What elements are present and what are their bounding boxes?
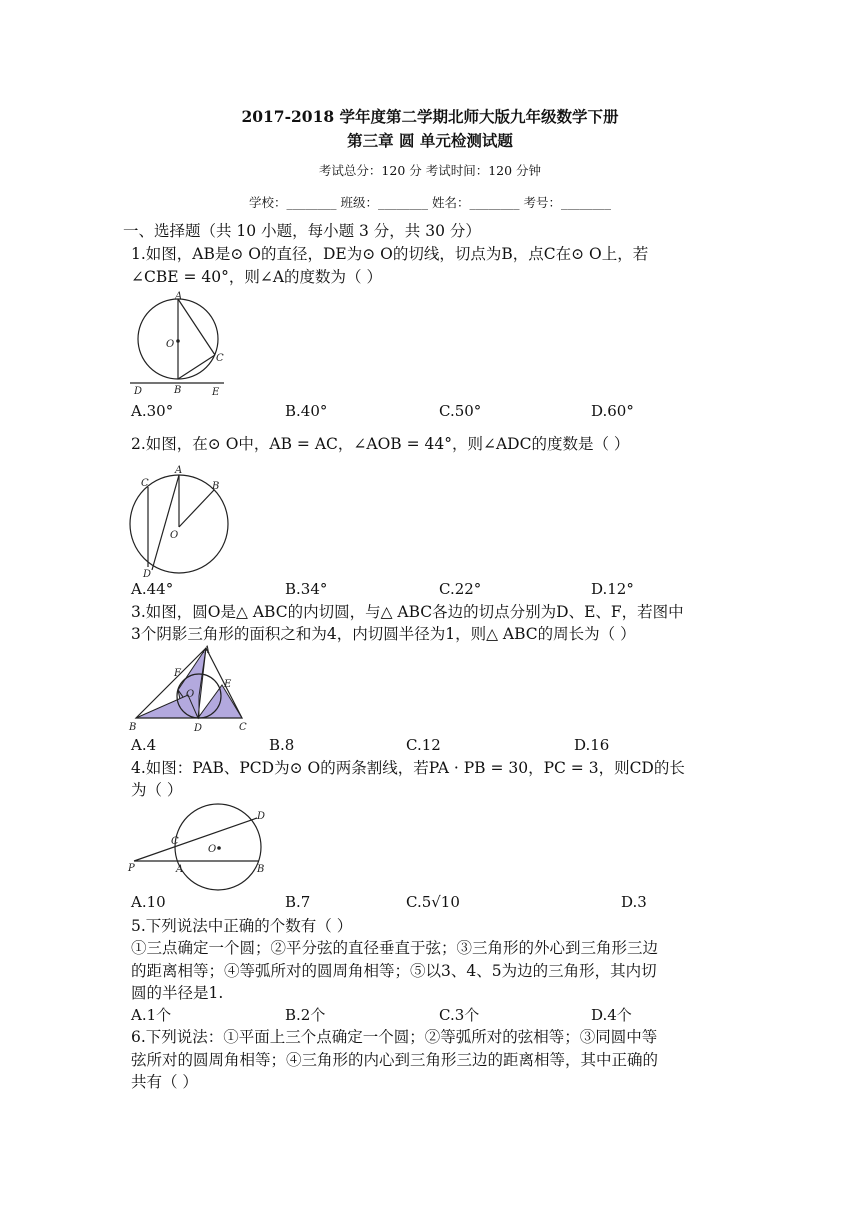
- q3-label-e: E: [224, 679, 232, 690]
- student-fields: 学校：________ 班级：________ 姓名：________ 考号：________: [249, 195, 611, 210]
- q3-label-d: D: [194, 723, 203, 734]
- q1-option-d[interactable]: D.60°: [591, 402, 634, 420]
- exam-info: 考试总分：120 分 考试时间：120 分钟: [318, 163, 542, 178]
- q2-label-d: D: [143, 569, 152, 580]
- q1-label-d: D: [134, 386, 143, 397]
- q1-text-line1: 1.如图，AB是⊙ O的直径，DE为⊙ O的切线，切点为B，点C在⊙ O上，若: [131, 245, 649, 263]
- q1-label-o: O: [166, 339, 175, 350]
- q4-label-p: P: [128, 863, 135, 874]
- q3-text-line2: 3个阴影三角形的面积之和为4，内切圆半径为1，则△ ABC的周长为（ ）: [131, 625, 636, 643]
- q3-figure: [126, 643, 254, 735]
- q3-label-a: A: [203, 645, 211, 656]
- q5-option-a[interactable]: A.1个: [131, 1006, 172, 1024]
- q1-option-b[interactable]: B.40°: [285, 402, 328, 420]
- q4-label-b: B: [257, 864, 265, 875]
- q6-text-line1: 6.下列说法：①平面上三个点确定一个圆；②等弧所对的弦相等；③同圆中等: [131, 1028, 658, 1046]
- q2-option-c[interactable]: C.22°: [439, 580, 482, 598]
- q2-figure: [124, 462, 234, 580]
- q2-label-c: C: [141, 478, 149, 489]
- q3-label-f: F: [174, 668, 181, 679]
- q4-option-b[interactable]: B.7: [285, 893, 311, 911]
- q5-text-line4: 圆的半径是1.: [131, 984, 224, 1002]
- q4-label-a: A: [176, 864, 184, 875]
- q4-label-d: D: [257, 811, 266, 822]
- q1-label-a: A: [175, 291, 183, 302]
- q4-label-c: C: [171, 836, 179, 847]
- q3-option-c[interactable]: C.12: [406, 736, 441, 754]
- q2-text-line1: 2.如图，在⊙ O中，AB = AC，∠AOB = 44°，则∠ADC的度数是（ ）: [131, 435, 630, 453]
- q3-label-c: C: [239, 722, 247, 733]
- q5-option-d[interactable]: D.4个: [591, 1006, 632, 1024]
- q2-option-d[interactable]: D.12°: [591, 580, 634, 598]
- q2-label-b: B: [212, 481, 220, 492]
- q6-text-line3: 共有（ ）: [131, 1073, 198, 1091]
- exam-title: 2017-2018 学年度第二学期北师大版九年级数学下册: [241, 107, 619, 126]
- q4-option-a[interactable]: A.10: [131, 893, 166, 911]
- q3-option-a[interactable]: A.4: [131, 736, 157, 754]
- q4-text-line2: 为（ ）: [131, 781, 183, 799]
- q4-option-c[interactable]: C.5√10: [406, 893, 460, 911]
- q3-text-line1: 3.如图，圆O是△ ABC的内切圆，与△ ABC各边的切点分别为D、E、F，若图中: [131, 603, 684, 621]
- q5-text-line1: 5.下列说法中正确的个数有（ ）: [131, 917, 353, 935]
- q1-figure: [124, 289, 234, 399]
- q2-label-a: A: [175, 465, 183, 476]
- q4-figure: [126, 801, 276, 893]
- q6-text-line2: 弦所对的圆周角相等；④三角形的内心到三角形三边的距离相等，其中正确的: [131, 1051, 659, 1069]
- q4-label-o: O: [208, 844, 217, 855]
- q2-option-a[interactable]: A.44°: [131, 580, 174, 598]
- q1-option-a[interactable]: A.30°: [131, 402, 174, 420]
- q1-text-line2: ∠CBE = 40°，则∠A的度数为（ ）: [131, 268, 382, 286]
- q5-text-line2: ①三点确定一个圆；②平分弦的直径垂直于弦；③三角形的外心到三角形三边: [131, 939, 659, 957]
- q3-option-b[interactable]: B.8: [269, 736, 295, 754]
- q1-label-e: E: [212, 387, 220, 398]
- q1-option-c[interactable]: C.50°: [439, 402, 482, 420]
- section-heading: 一、选择题（共 10 小题，每小题 3 分，共 30 分）: [123, 222, 481, 240]
- q4-text-line1: 4.如图：PAB、PCD为⊙ O的两条割线，若PA · PB = 30，PC = 3，则CD的长: [131, 759, 685, 777]
- q5-option-b[interactable]: B.2个: [285, 1006, 326, 1024]
- q5-text-line3: 的距离相等；④等弧所对的圆周角相等；⑤以3、4、5为边的三角形，其内切: [131, 962, 657, 980]
- q3-option-d[interactable]: D.16: [574, 736, 610, 754]
- q3-label-o: O: [186, 689, 195, 700]
- q1-label-b: B: [174, 385, 182, 396]
- chapter-title: 第三章 圆 单元检测试题: [347, 131, 513, 150]
- q2-option-b[interactable]: B.34°: [285, 580, 328, 598]
- q5-option-c[interactable]: C.3个: [439, 1006, 480, 1024]
- q2-label-o: O: [170, 530, 179, 541]
- q3-label-b: B: [129, 722, 137, 733]
- q4-option-d[interactable]: D.3: [621, 893, 647, 911]
- q1-label-c: C: [216, 353, 224, 364]
